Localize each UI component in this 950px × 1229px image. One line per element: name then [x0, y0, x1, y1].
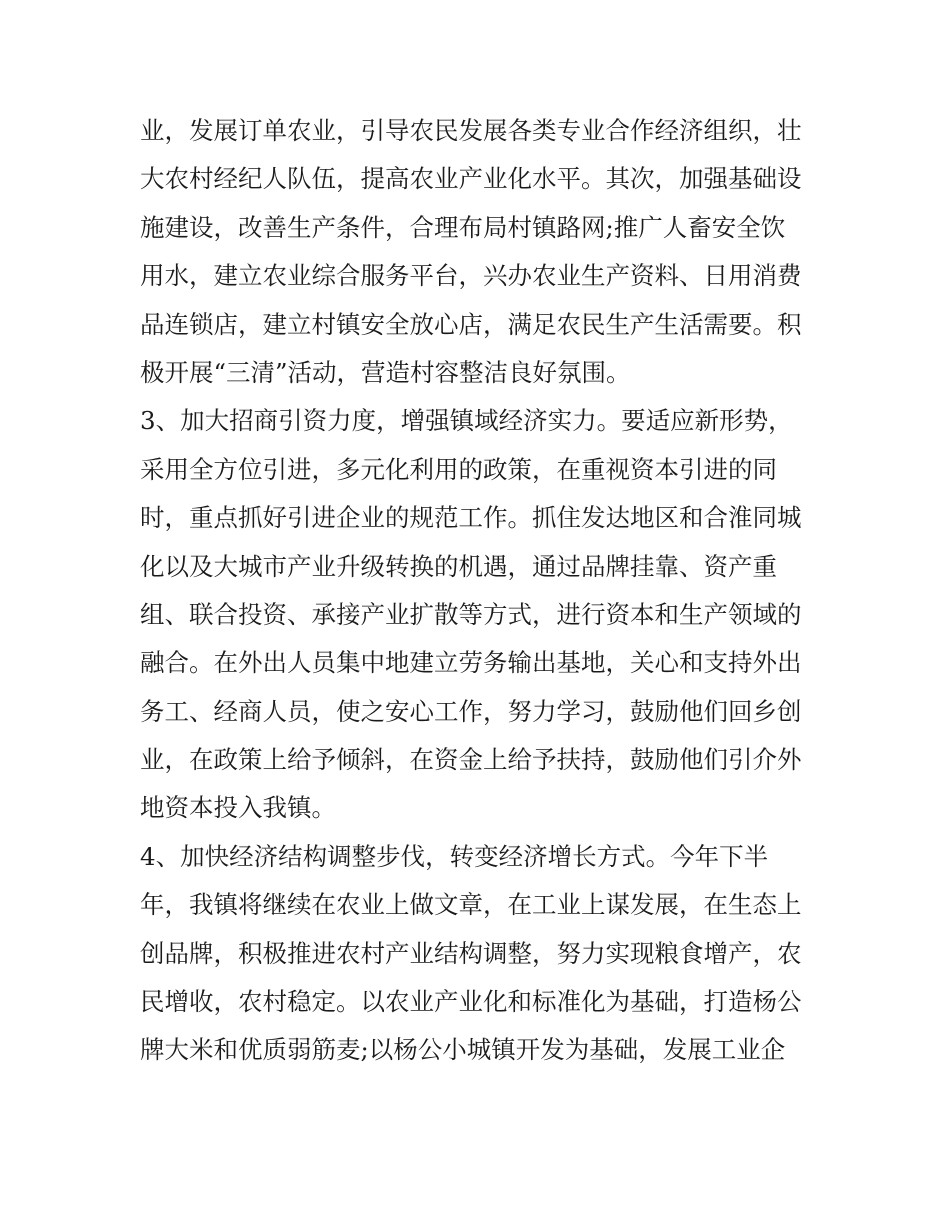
text-line: 组、联合投资、承接产业扩散等方式，进行资本和生产领域的: [140, 599, 802, 629]
text-line: 施建设，改善生产条件，合理布局村镇路网;推广人畜安全饮: [140, 212, 786, 242]
text-line: 用水，建立农业综合服务平台，兴办农业生产资料、日用消费: [140, 261, 802, 291]
text-line: 民增收，农村稳定。以农业产业化和标准化为基础，打造杨公: [140, 987, 802, 1017]
text-line: 品连锁店，建立村镇安全放心店，满足农民生产生活需要。积: [140, 309, 802, 339]
text-line: 融合。在外出人员集中地建立劳务输出基地，关心和支持外出: [140, 648, 802, 678]
text-line: 业，在政策上给予倾斜，在资金上给予扶持，鼓励他们引介外: [140, 745, 802, 775]
text-line: 采用全方位引进，多元化利用的政策，在重视资本引进的同: [140, 454, 777, 484]
text-line: 地资本投入我镇。: [140, 793, 336, 823]
section-4-heading-line: 4、加快经济结构调整步伐，转变经济增长方式。今年下半: [140, 841, 769, 871]
text-line: 务工、经商人员，使之安心工作，努力学习，鼓励他们回乡创: [140, 696, 802, 726]
text-line: 年，我镇将继续在农业上做文章，在工业上谋发展，在生态上: [140, 890, 802, 920]
text-line: 牌大米和优质弱筋麦;以杨公小城镇开发为基础，发展工业企: [140, 1035, 786, 1065]
section-3-heading-line: 3、加大招商引资力度，增强镇域经济实力。要适应新形势，: [140, 406, 793, 436]
body-text: [140, 107, 830, 1075]
text-line: 创品牌，积极推进农村产业结构调整，努力实现粮食增产，农: [140, 938, 802, 968]
text-line: 大农村经纪人队伍，提高农业产业化水平。其次，加强基础设: [140, 164, 802, 194]
text-line: 极开展“三清”活动，营造村容整洁良好氛围。: [140, 357, 631, 387]
text-line: 时，重点抓好引进企业的规范工作。抓住发达地区和合淮同城: [140, 503, 802, 533]
text-line: 业，发展订单农业，引导农民发展各类专业合作经济组织，壮: [140, 116, 802, 145]
text-line: 化以及大城市产业升级转换的机遇，通过品牌挂靠、资产重: [140, 551, 777, 581]
